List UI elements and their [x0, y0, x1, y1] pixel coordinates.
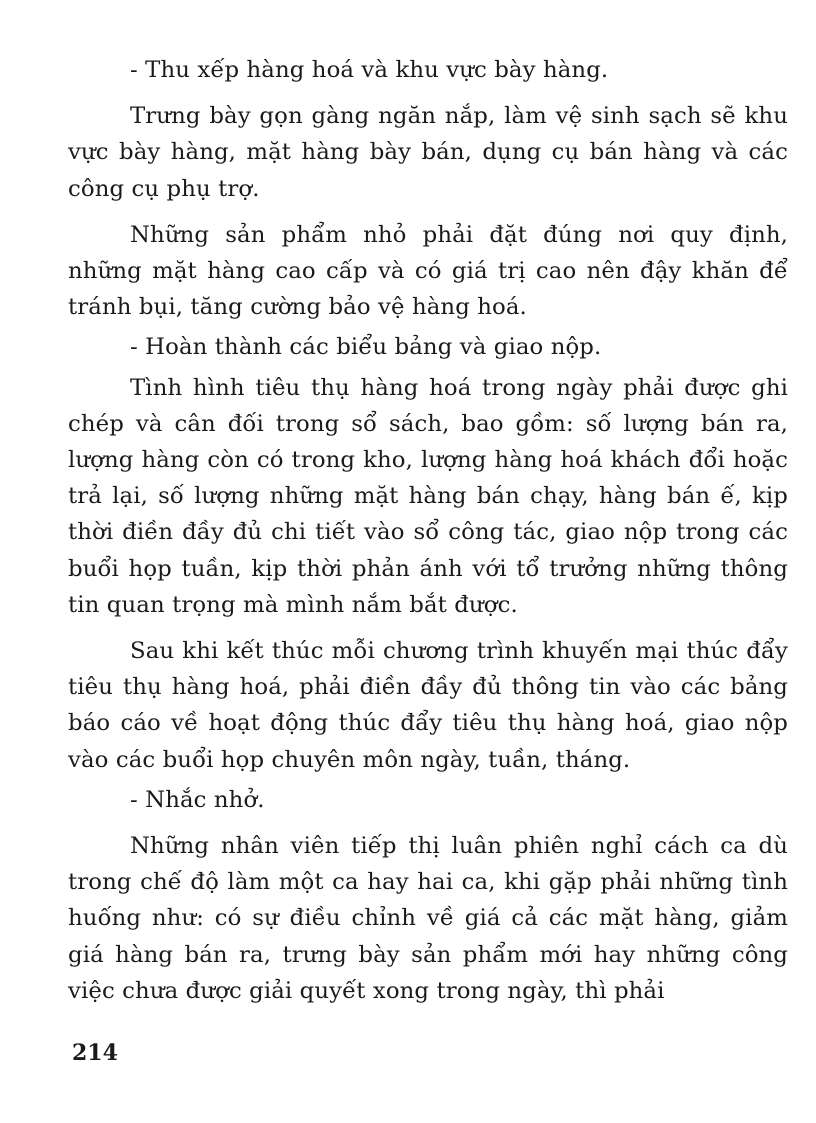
paragraph-promotion-reports: Sau khi kết thúc mỗi chương trình khuyến mại thúc đẩy tiêu thụ hàng hoá, phải điền đầy đủ thông tin vào các bảng báo cáo về hoạt động thúc đẩy tiêu thụ hàng hoá, giao nộp vào các buổi họp chuyên môn ngày, tuần, tháng.: [68, 638, 788, 773]
paragraph-sales-records: Tình hình tiêu thụ hàng hoá trong ngày phải được ghi chép và cân đối trong sổ sách, bao gồm: số lượng bán ra, lượng hàng còn có trong kho, lượng hàng hoá khách đổi hoặc trả lại, số lượng những mặt hàng bán chạy, hàng bán ế, kịp thời điền đầy đủ chi tiết vào sổ công tác, giao nộp trong các buổi họp tuần, kịp thời phản ánh với tổ trưởng những thông tin quan trọng mà mình nắm bắt được.: [68, 374, 788, 618]
paragraph-display-cleaning: Trưng bày gọn gàng ngăn nắp, làm vệ sinh sạch sẽ khu vực bày hàng, mặt hàng bày bán, dụng cụ bán hàng và các công cụ phụ trợ.: [68, 103, 788, 202]
body-text: [68, 52, 788, 1009]
bullet-reminders: - Nhắc nhở.: [130, 786, 265, 813]
paragraph-staff-shifts: Những nhân viên tiếp thị luân phiên nghỉ cách ca dù trong chế độ làm một ca hay hai ca, khi gặp phải những tình huống như: có sự điều chỉnh về giá cả các mặt hàng, giảm giá hàng bán ra, trưng bày sản phẩm mới hay những công việc chưa được giải quyết xong trong ngày, thì phải: [68, 833, 788, 1004]
page-number: 214: [72, 1040, 118, 1066]
bullet-arrange-goods: - Thu xếp hàng hoá và khu vực bày hàng.: [130, 57, 609, 83]
paragraph-small-products: Những sản phẩm nhỏ phải đặt đúng nơi quy định, những mặt hàng cao cấp và có giá trị cao nên đậy khăn để tránh bụi, tăng cường bảo vệ hàng hoá.: [68, 221, 788, 321]
bullet-complete-reports: - Hoàn thành các biểu bảng và giao nộp.: [130, 334, 602, 361]
